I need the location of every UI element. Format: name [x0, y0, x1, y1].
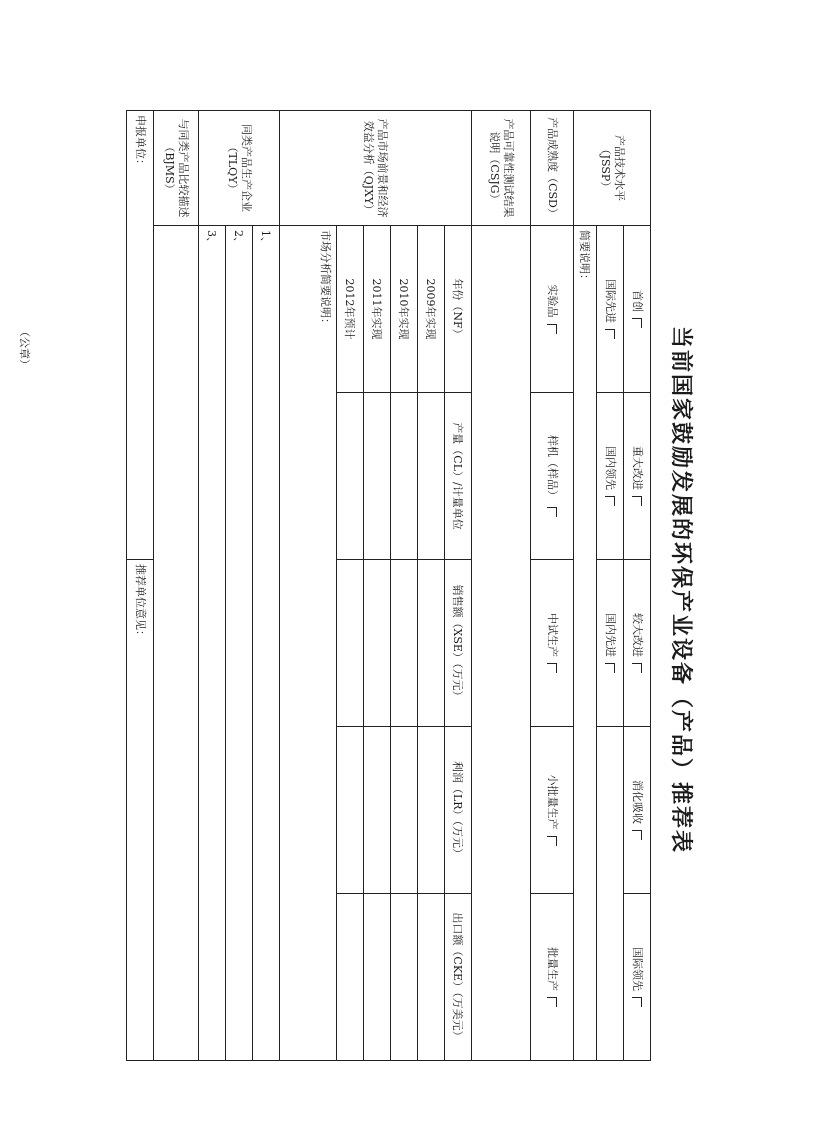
checkbox-icon[interactable] — [547, 836, 557, 846]
cell-input[interactable] — [391, 894, 418, 1061]
col-year: 年份（NF） — [445, 226, 472, 393]
peer-item-2[interactable]: 2、 — [226, 226, 253, 1061]
option-major-improve[interactable]: 重大改进 — [624, 393, 651, 560]
checkbox-icon[interactable] — [605, 496, 615, 506]
cell-input[interactable] — [337, 560, 364, 727]
checkbox-icon[interactable] — [632, 997, 642, 1007]
maturity-lab[interactable]: 实验品 — [531, 226, 574, 393]
col-sales: 销售额（XSE）（万元） — [445, 560, 472, 727]
col-output: 产量（CL）/计量单位 — [445, 393, 472, 560]
cell-input[interactable] — [418, 560, 445, 727]
cell-input[interactable] — [364, 393, 391, 560]
checkbox-icon[interactable] — [632, 830, 642, 840]
cell-input[interactable] — [418, 727, 445, 894]
year-2009: 2009年实现 — [418, 226, 445, 393]
applicant-block[interactable] — [18, 111, 154, 560]
recommender-label: 推荐单位意见： — [134, 564, 147, 641]
comparison-field[interactable] — [154, 226, 199, 1061]
cell-input[interactable] — [418, 894, 445, 1061]
col-export: 出口额（CKE）（万美元） — [445, 894, 472, 1061]
market-brief[interactable]: 市场分析简要说明： — [280, 226, 337, 1061]
year-2012: 2012年预计 — [337, 226, 364, 393]
cell-input[interactable] — [391, 393, 418, 560]
maturity-sample[interactable]: 样机（样品） — [531, 393, 574, 560]
checkbox-icon[interactable] — [547, 507, 557, 517]
maturity-small-batch[interactable]: 小批量生产 — [531, 727, 574, 894]
recommendation-form — [18, 110, 701, 1070]
cell-input[interactable] — [391, 560, 418, 727]
checkbox-icon[interactable] — [632, 663, 642, 673]
market-label: 产品市场前景和经济效益分析（QJXY） — [280, 111, 472, 226]
checkbox-icon[interactable] — [632, 496, 642, 506]
maturity-pilot[interactable]: 中试生产 — [531, 560, 574, 727]
cell-input[interactable] — [364, 727, 391, 894]
checkbox-icon[interactable] — [547, 324, 557, 334]
option-first[interactable]: 首创 — [624, 226, 651, 393]
tech-level-label: 产品技术水平（JSSP） — [574, 111, 651, 226]
peer-item-1[interactable]: 1、 — [253, 226, 280, 1061]
year-2011: 2011年实现 — [364, 226, 391, 393]
cell-input[interactable] — [337, 894, 364, 1061]
tech-level-brief[interactable]: 简要说明： — [574, 226, 597, 1061]
cell-input[interactable] — [418, 393, 445, 560]
maturity-batch[interactable]: 批量生产 — [531, 894, 574, 1061]
cell-input[interactable] — [364, 560, 391, 727]
checkbox-icon[interactable] — [547, 997, 557, 1007]
maturity-label: 产品成熟度（CSD） — [531, 111, 574, 226]
option-domestic-advanced[interactable]: 国内先进 — [597, 560, 624, 727]
option-domestic-leading[interactable]: 国内领先 — [597, 393, 624, 560]
recommender-block[interactable] — [127, 560, 154, 1061]
year-2010: 2010年实现 — [391, 226, 418, 393]
checkbox-icon[interactable] — [605, 663, 615, 673]
peers-label: 同类产品生产企业（TLQY） — [199, 111, 280, 226]
cell-input[interactable] — [337, 393, 364, 560]
option-absorb[interactable]: 消化吸收 — [624, 727, 651, 894]
checkbox-icon[interactable] — [632, 318, 642, 328]
cell-input[interactable] — [391, 727, 418, 894]
reliability-label: 产品可靠性测试结果说明（CSJG） — [472, 111, 531, 226]
form-table — [18, 110, 651, 1061]
option-intl-advanced[interactable]: 国际先进 — [597, 226, 624, 393]
applicant-seal: （公章） — [18, 326, 31, 370]
option-intl-leading[interactable]: 国际领先 — [624, 894, 651, 1061]
cell-input[interactable] — [337, 727, 364, 894]
comparison-label: 与同类产品比较描述（BJMS） — [154, 111, 199, 226]
reliability-field[interactable] — [472, 226, 531, 1061]
form-title: 当前国家鼓励发展的环保产业设备（产品）推荐表 — [668, 325, 694, 854]
checkbox-icon[interactable] — [605, 329, 615, 339]
peer-item-3[interactable]: 3、 — [199, 226, 226, 1061]
col-profit: 利润（LR）（万元） — [445, 727, 472, 894]
option-large-improve[interactable]: 较大改进 — [624, 560, 651, 727]
cell-input[interactable] — [364, 894, 391, 1061]
checkbox-icon[interactable] — [547, 663, 557, 673]
applicant-label: 申报单位： — [134, 115, 147, 170]
